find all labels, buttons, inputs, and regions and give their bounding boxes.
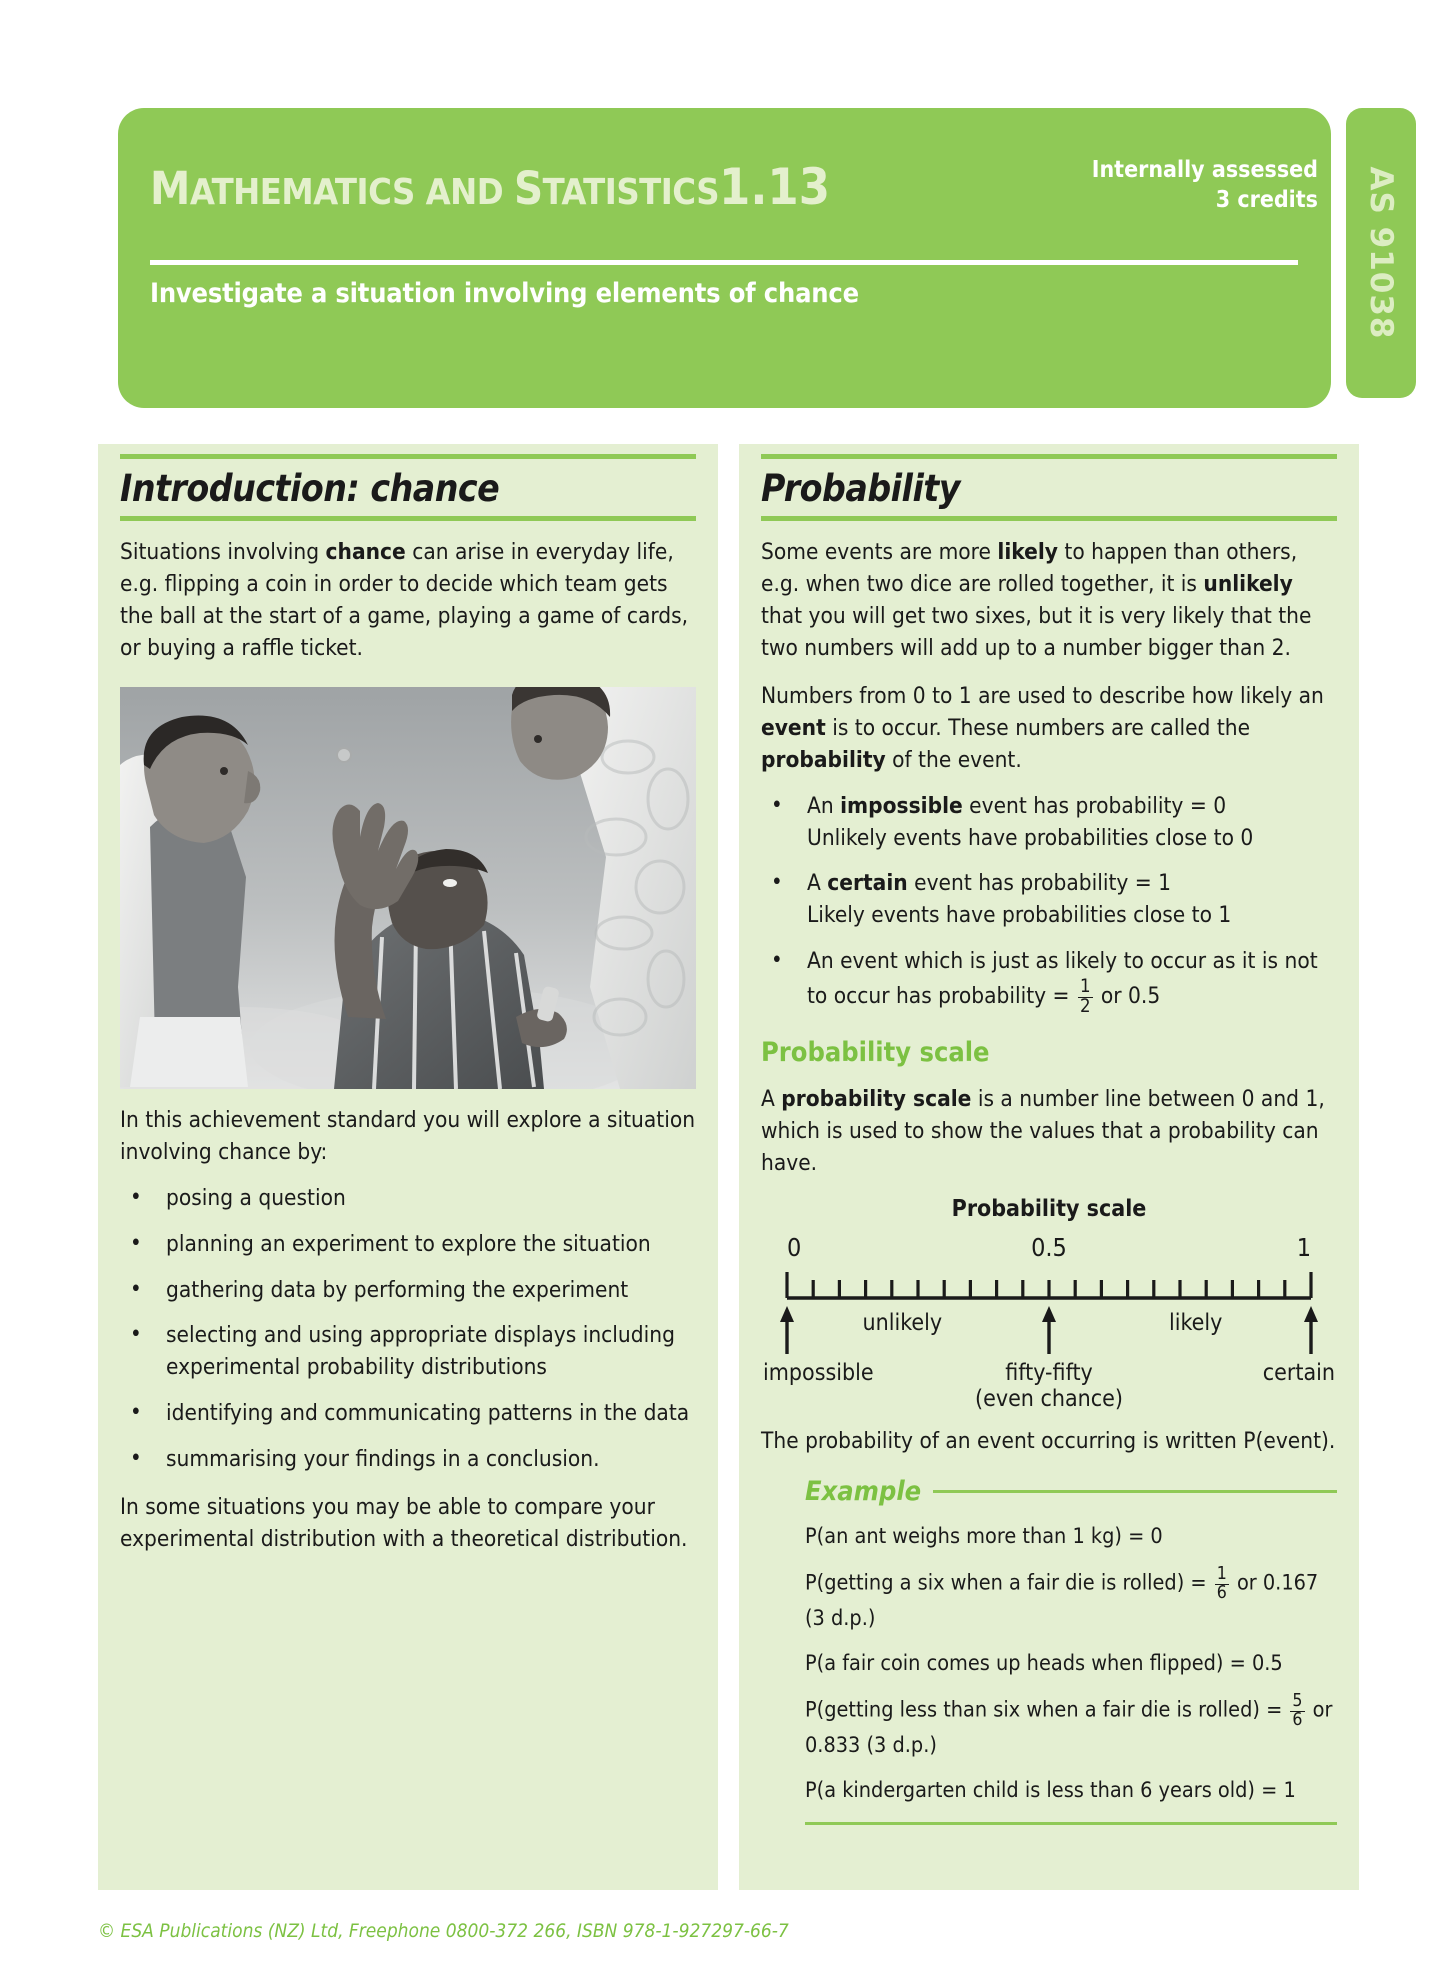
- footer-copyright: © ESA Publications (NZ) Ltd, Freephone 0800-372 266, ISBN 978-1-927297-66-7: [98, 1920, 789, 1942]
- list-item: • summarising your findings in a conclusion.: [120, 1444, 696, 1476]
- scale-region-label: unlikely: [862, 1309, 943, 1336]
- assessment-info: [1092, 156, 1318, 216]
- page-header: [118, 108, 1399, 408]
- as-code-tab: [1346, 108, 1416, 398]
- bullet3-b: or 0.5: [1094, 983, 1161, 1010]
- left-section-title: Introduction: chance: [120, 467, 500, 510]
- example-item: [805, 1563, 1337, 1634]
- scale-figure-title: Probability scale: [951, 1195, 1147, 1222]
- fraction-denominator: 2: [1079, 996, 1091, 1018]
- bullet3-a: An event which is just as likely to occur as it is not to occur has probability =: [807, 948, 1318, 1010]
- scale-arrow-head: [1042, 1306, 1056, 1322]
- example-item-text: P(an ant weighs more than 1 kg) = 0: [805, 1523, 1163, 1549]
- as-code-label: AS 91038: [1363, 166, 1399, 340]
- title-word-statistics: TATISTICS: [542, 172, 720, 213]
- para2-probability: probability: [761, 746, 886, 773]
- scale-marker-label: fifty-fifty: [1005, 1359, 1093, 1386]
- probability-bullet-list: [761, 791, 1337, 1017]
- bullet2-certain: certain: [827, 870, 908, 897]
- list-item: • selecting and using appropriate displays including experimental probability distributions: [120, 1320, 696, 1384]
- example-closing-rule: [805, 1822, 1337, 1825]
- example-box: [805, 1476, 1337, 1826]
- bullet2-a: A: [807, 870, 828, 897]
- scale-axis-tick-label: 0.5: [1031, 1232, 1067, 1262]
- scale-marker-label: impossible: [763, 1359, 874, 1386]
- intro-text-post: can arise in everyday life, e.g. flipping a coin in order to decide which team gets the ball at the start of a game, playing a game of cards, or buying a raffle ticket.: [120, 539, 689, 661]
- credits-count: 3 credits: [1215, 186, 1318, 213]
- bullet1-c: event has probability = 0: [962, 792, 1227, 819]
- coin-toss-photo: [120, 687, 696, 1089]
- title-prefix-m: M: [150, 162, 190, 215]
- scale-marker-label: certain: [1262, 1359, 1335, 1386]
- photo-illustration: [120, 687, 696, 1089]
- assessment-type: Internally assessed: [1091, 157, 1318, 183]
- title-word-mathematics: ATHEMATICS: [189, 172, 415, 213]
- example-item: [805, 1775, 1337, 1806]
- bullet2-c: event has probability = 1: [907, 870, 1172, 897]
- page-title: [150, 158, 830, 216]
- explore-intro-paragraph: In this achievement standard you will explore a situation involving chance by:: [120, 1106, 696, 1165]
- fraction-denominator: 6: [1292, 1710, 1303, 1731]
- fraction-numerator: 5: [1292, 1691, 1303, 1712]
- written-as-paragraph: The probability of an event occurring is written P(event).: [761, 1427, 1336, 1454]
- fraction-one-half: [1078, 978, 1093, 1017]
- example-item: [805, 1521, 1337, 1552]
- left-section-rule-bottom: [120, 516, 696, 521]
- bullet1-a: An: [807, 792, 841, 819]
- intro-text-pre: Situations involving: [120, 539, 326, 565]
- para2-a: Numbers from 0 to 1 are used to describe how likely an: [761, 682, 1324, 709]
- list-item: • planning an experiment to explore the situation: [120, 1229, 696, 1261]
- para2-event: event: [761, 714, 826, 741]
- scale-para-c: is a number line between 0 and 1, which is used to show the values that a probability can have.: [761, 1085, 1325, 1176]
- left-section-rule-top: [120, 454, 696, 459]
- scale-axis-tick-label: 1: [1296, 1232, 1311, 1262]
- standard-subtitle: Investigate a situation involving elements of chance: [150, 278, 859, 309]
- example-item-pre: P(getting a six when a fair die is rolled) =: [805, 1570, 1213, 1596]
- list-item: • posing a question: [120, 1183, 696, 1215]
- header-divider: [150, 260, 1298, 265]
- right-column-panel: [739, 444, 1359, 1890]
- right-section-rule-bottom: [761, 516, 1337, 521]
- scale-marker-sublabel: (even chance): [975, 1385, 1123, 1410]
- para1-unlikely: unlikely: [1203, 570, 1293, 597]
- example-header-rule: [933, 1490, 1337, 1493]
- title-prefix-s: S: [513, 162, 543, 215]
- fraction-one-sixth: [1215, 1563, 1229, 1603]
- example-item: [805, 1693, 1337, 1761]
- para1-likely: likely: [997, 539, 1058, 565]
- closing-paragraph: In some situations you may be able to compare your experimental distribution with a theoretical distribution.: [120, 1494, 688, 1553]
- example-item-text: P(a fair coin comes up heads when flipped) = 0.5: [805, 1650, 1283, 1676]
- example-item-post: or 0.833 (3 d.p.): [805, 1697, 1333, 1759]
- left-column-panel: [98, 444, 718, 1890]
- right-section-title: Probability: [761, 467, 960, 510]
- scale-axis-tick-label: 0: [787, 1232, 802, 1262]
- probability-scale-subheading: Probability scale: [761, 1036, 990, 1068]
- para1-c: to happen than others, e.g. when two dice are rolled together, it is: [761, 539, 1298, 597]
- scale-description-paragraph: [761, 1084, 1337, 1180]
- scale-region-label: likely: [1169, 1309, 1223, 1336]
- para1-a: Some events are more: [761, 539, 998, 565]
- example-header: [805, 1476, 1337, 1507]
- intro-text-bold: chance: [325, 539, 406, 565]
- probability-scale-figure: [761, 1196, 1337, 1410]
- right-section-rule-top: [761, 454, 1337, 459]
- example-item-text: P(a kindergarten child is less than 6 years old) = 1: [805, 1778, 1296, 1804]
- list-item: • gathering data by performing the experiment: [120, 1275, 696, 1307]
- scale-arrow-head: [1304, 1306, 1318, 1322]
- title-standard-number: 1.13: [719, 158, 831, 216]
- example-item-pre: P(getting less than six when a fair die is rolled) =: [805, 1697, 1289, 1723]
- fraction-numerator: 1: [1216, 1563, 1227, 1584]
- para1-e: that you will get two sixes, but it is very likely that the two numbers will add up to a number bigger than 2.: [761, 602, 1312, 661]
- explore-bullet-list: [120, 1183, 696, 1477]
- list-item: [761, 946, 1337, 1017]
- list-item: • identifying and communicating patterns in the data: [120, 1398, 696, 1430]
- header-band: [118, 108, 1331, 408]
- fraction-denominator: 6: [1216, 1582, 1227, 1603]
- bullet2-line2: Likely events have probabilities close to 1: [807, 902, 1232, 929]
- scale-para-a: A: [761, 1085, 782, 1112]
- intro-paragraph: [120, 537, 696, 665]
- bullet1-impossible: impossible: [840, 792, 963, 819]
- list-item: [761, 791, 1337, 855]
- example-label: Example: [805, 1475, 922, 1507]
- title-and: AND: [414, 172, 514, 213]
- para2-c: is to occur. These numbers are called the: [825, 714, 1251, 741]
- probability-paragraph-1: [761, 537, 1337, 665]
- scale-para-bold: probability scale: [781, 1085, 972, 1112]
- scale-arrow-head: [780, 1306, 794, 1322]
- example-item-post: or 0.167 (3 d.p.): [805, 1570, 1319, 1631]
- bullet1-line2: Unlikely events have probabilities close to 0: [807, 824, 1254, 851]
- fraction-numerator: 1: [1079, 976, 1091, 998]
- probability-paragraph-2: [761, 681, 1337, 777]
- list-item: [761, 868, 1337, 932]
- scale-diagram: [761, 1230, 1337, 1410]
- fraction-five-sixths: [1290, 1693, 1304, 1730]
- para2-e: of the event.: [885, 746, 1022, 773]
- example-item: [805, 1648, 1337, 1679]
